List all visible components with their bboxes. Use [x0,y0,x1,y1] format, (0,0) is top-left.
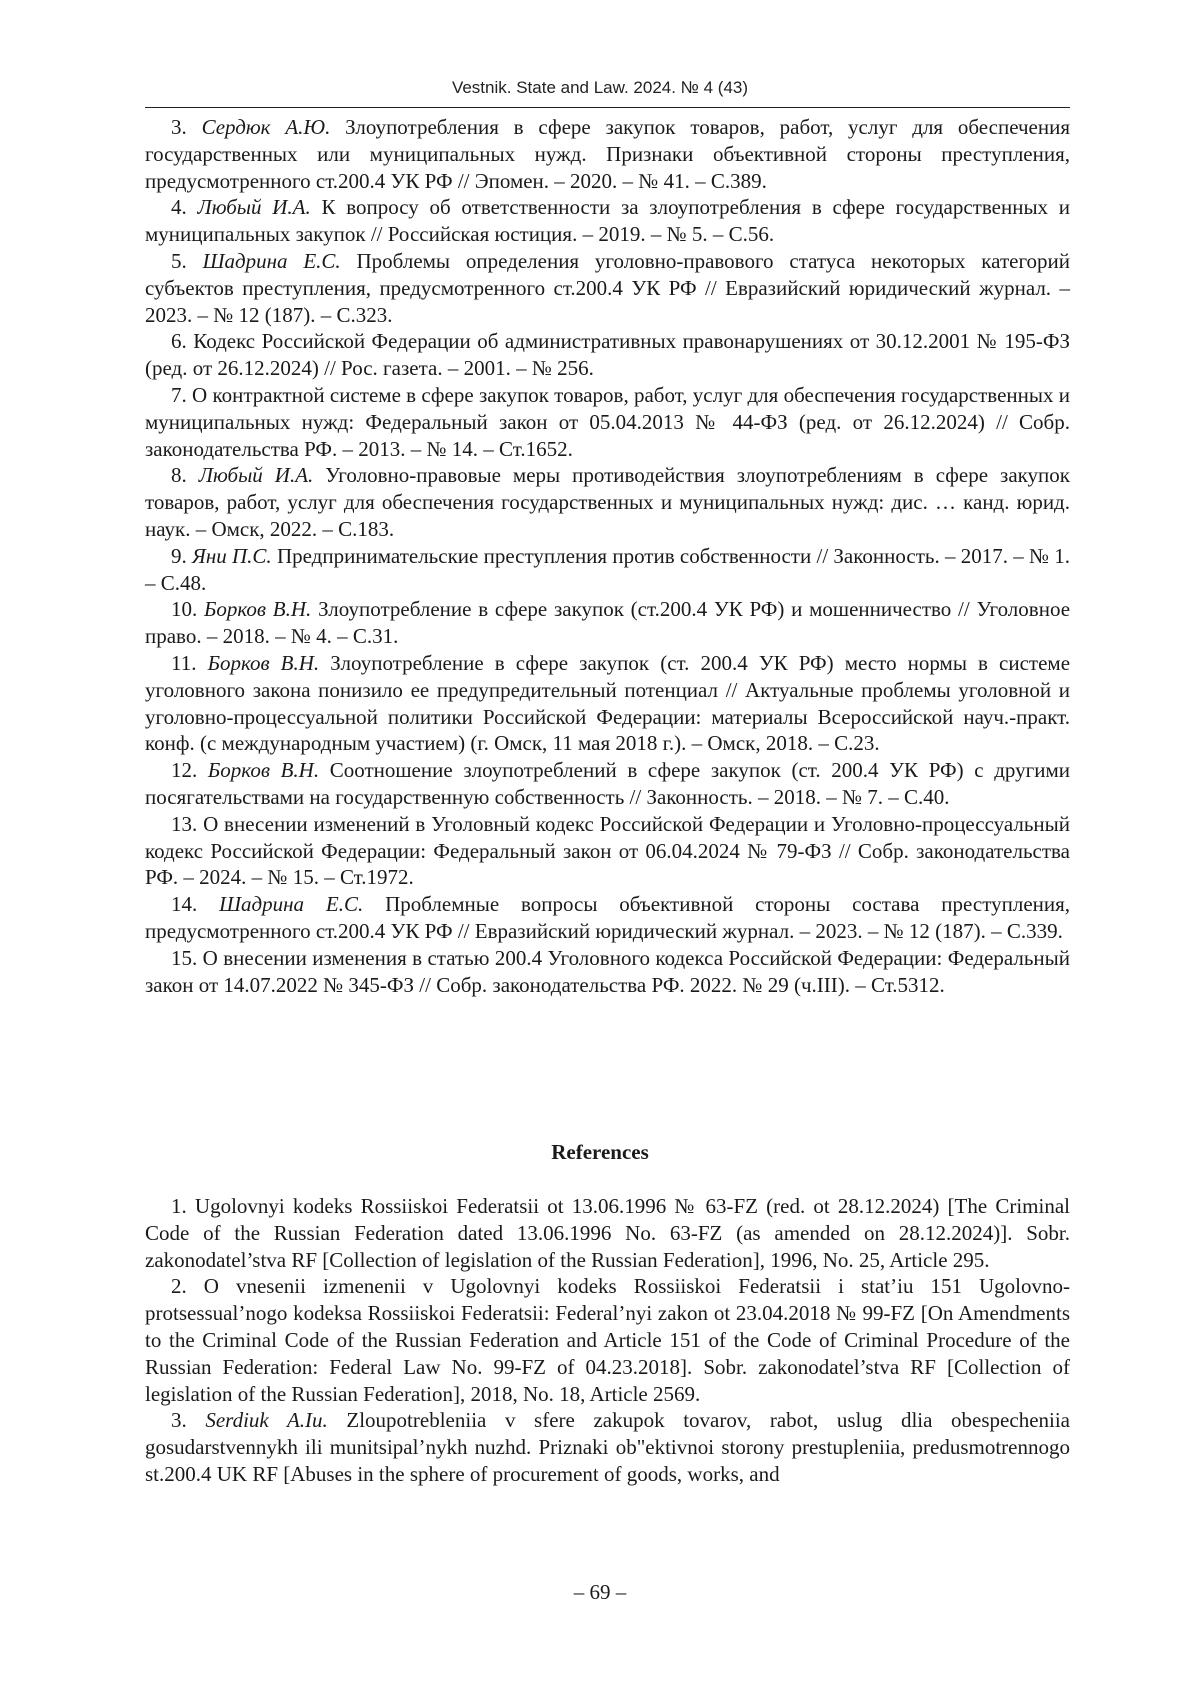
references-heading: References [551,1140,649,1164]
reference-author: Шадрина Е.С. [219,892,364,917]
running-head: Vestnik. State and Law. 2024. № 4 (43) [451,78,749,97]
reference-author: Сердюк А.Ю. [201,115,331,139]
reference-entry [145,811,1070,891]
reference-author: Шадрина Е.С. [202,248,341,273]
reference-entry [145,596,1070,650]
reference-entry [145,650,1070,757]
reference-number: 15. [171,945,198,970]
reference-number: 5. [171,248,187,273]
reference-text: Злоупотребления в сфере закупок товаров, работ, услуг для обеспечения государственных или муниципальных нужд. Признаки объективной стороны преступления, предусмотренного ст.200.4 УК РФ // Эпомен. – 2020. – № 41. – С.389. [145,115,1071,193]
reference-number: 3. [171,1408,187,1433]
reference-entry [145,1407,1070,1487]
reference-author: Любый И.А. [198,463,314,488]
reference-text: Злоупотребление в сфере закупок (ст. 200.4 УК РФ) место нормы в системе уголовного закона понизило ее предупредительный потенциал // Актуальные проблемы уголовной и уголовно-процессуальной политики Российской Федерации: материалы Всероссийской науч.-практ. конф. (с международным участием) (г. Омск, 11 мая 2018 г.). – Омск, 2018. – С.23. [145,650,1071,756]
page-number: – 69 – [573,1580,627,1604]
reference-entry [145,114,1070,194]
reference-text: Проблемные вопросы объективной стороны состава преступления, предусмотренного ст.200.4 УК РФ // Евразийский юридический журнал. – 2023. – № 12 (187). – С.339. [145,892,1071,943]
reference-text: Предпринимательские преступления против собственности // Законность. – 2017. – № 1. – С.48. [145,543,1071,595]
reference-text: Ugolovnyi kodeks Rossiiskoi Federatsii ot 13.06.1996 № 63-FZ (red. ot 28.12.2024) [The Criminal Code of the Russian Federation dated 13.06.1996 No. 63-FZ (as amended on 28.12.2024)]. Sobr. zakonodatel’stva RF [Collection of legislation of the Russian Federation], 1996, No. 25, Article 295. [145,1194,1070,1272]
reference-author: Борков В.Н. [204,597,312,622]
reference-author: Любый И.А. [197,195,311,220]
reference-author: Serdiuk A.Iu. [205,1408,328,1433]
reference-number: 10. [171,597,198,622]
reference-entry [145,328,1070,382]
reference-number: 7. [171,382,187,407]
reference-text: Проблемы определения уголовно-правового статуса некоторых категорий субъектов преступления, предусмотренного ст.200.4 УК РФ // Евразийский юридический журнал. – 2023. – № 12 (187). – С.323. [145,248,1071,327]
reference-text: Zloupotrebleniia v sfere zakupok tovarov, rabot, uslug dlia obespecheniia gosudarstvennykh ili munitsipal’nykh nuzhd. Priznaki ob"ektivnoi storony prestupleniia, predusmotrennogo st.200.4 UK RF [Abuses in the sphere of procurement of goods, works, and [145,1408,1071,1486]
reference-text: О внесении изменения в статью 200.4 Уголовного кодекса Российской Федерации: Федеральный закон от 14.07.2022 № 345-ФЗ // Собр. законодательства РФ. 2022. № 29 (ч.III). – Ст.5312. [145,945,1071,997]
header-rule [145,107,1070,108]
reference-text: O vnesenii izmenenii v Ugolovnyi kodeks Rossiiskoi Federatsii i stat’iu 151 Ugolovno-protsessual’nogo kodeksa Rossiiskoi Federatsii: Federal’nyi zakon ot 23.04.2018 № 99-FZ [On Amendments to the Criminal Code of the Russian Federation and Article 151 of the Code of Criminal Procedure of the Russian Federation: Federal Law No. 99-FZ of 04.23.2018]. Sobr. zakonodatel’stva RF [Collection of legislation of the Russian Federation], 2018, No. 18, Article 2569. [145,1274,1070,1406]
reference-entry [145,945,1070,999]
reference-entry [145,248,1070,328]
reference-entry [145,891,1070,945]
reference-list-english [145,1193,1070,1488]
reference-number: 13. [171,811,198,836]
reference-number: 8. [171,463,187,488]
reference-text: О контрактной системе в сфере закупок товаров, работ, услуг для обеспечения государственных и муниципальных нужд: Федеральный закон от 05.04.2013 № 44-ФЗ (ред. от 26.12.2024) // Собр. законодательства РФ. – 2013. – № 14. – Ст.1652. [145,382,1070,461]
reference-number: 2. [171,1274,187,1299]
reference-number: 4. [171,195,187,220]
reference-entry [145,1193,1070,1273]
reference-text: Уголовно-правовые меры противодействия злоупотреблениям в сфере закупок товаров, работ, услуг для обеспечения государственных и муниципальных нужд: дис. … канд. юрид. наук. – Омск, 2022. – С.183. [145,463,1070,541]
reference-entry [145,543,1070,597]
reference-list-russian [145,114,1070,998]
reference-number: 3. [171,115,187,139]
reference-text: Кодекс Российской Федерации об административных правонарушениях от 30.12.2001 № 195-ФЗ (ред. от 26.12.2024) // Рос. газета. – 2001. – № 256. [145,329,1071,381]
reference-entry [145,382,1070,462]
reference-entry [145,194,1070,248]
reference-entry [145,757,1070,811]
reference-number: 1. [171,1194,187,1218]
reference-entry [145,1273,1070,1407]
reference-entry [145,462,1070,542]
reference-author: Борков В.Н. [207,758,320,783]
reference-number: 12. [171,758,198,783]
reference-text: К вопросу об ответственности за злоупотребления в сфере государственных и муниципальных закупок // Российская юстиция. – 2019. – № 5. – С.56. [145,195,1071,247]
reference-text: Злоупотребление в сфере закупок (ст.200.4 УК РФ) и мошенничество // Уголовное право. – 2018. – № 4. – С.31. [145,597,1071,649]
reference-author: Борков В.Н. [207,650,320,675]
reference-text: Соотношение злоупотреблений в сфере закупок (ст. 200.4 УК РФ) с другими посягательствами на государственную собственность // Законность. – 2018. – № 7. – С.40. [145,758,1071,809]
reference-number: 11. [171,650,197,675]
reference-number: 14. [171,892,198,917]
reference-text: О внесении изменений в Уголовный кодекс Российской Федерации и Уголовно-процессуальный кодекс Российской Федерации: Федеральный закон от 06.04.2024 № 79-ФЗ // Собр. законодательства РФ. – 2024. – № 15. – Ст.1972. [145,811,1071,890]
reference-number: 9. [171,543,187,568]
reference-number: 6. [171,329,187,354]
reference-author: Яни П.С. [192,543,272,568]
